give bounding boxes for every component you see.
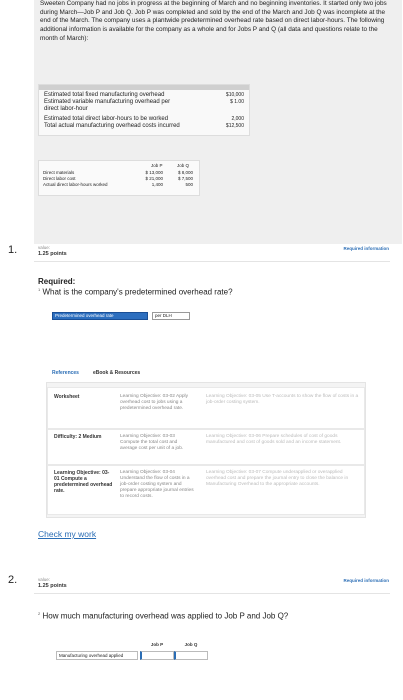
cell-job-p: $ 21,000 [145, 176, 163, 181]
question-text [38, 608, 298, 622]
table-row [44, 99, 244, 106]
overhead-applied-table [56, 642, 210, 660]
question-number: 2. [8, 574, 18, 586]
reference-row [47, 429, 365, 465]
question-superscript: 1 [38, 287, 41, 292]
learning-objective: Learning Objective: 03-07 Compute underapplied or overapplied overhead cost and prepare the journal entry to close the balance in Manufacturing Overhead to the appropriate accounts. [206, 470, 349, 487]
question-number: 1. [8, 244, 18, 256]
input-job-q-overhead[interactable] [174, 651, 208, 660]
value-label: value: [38, 245, 51, 250]
row-value: $ 1.00 [230, 99, 244, 105]
job-costs-table [38, 160, 200, 196]
reference-heading[interactable]: Worksheet [54, 394, 80, 400]
row-label: Actual direct labor-hours worked [43, 182, 108, 187]
cell-job-p: $ 13,000 [145, 170, 163, 175]
required-heading: Required: [38, 277, 76, 286]
question-body: How much manufacturing overhead was applied to Job P and Job Q? [42, 611, 289, 621]
answer-input-predetermined-rate[interactable]: Predetermined overhead rate [52, 312, 148, 320]
value-label: value: [38, 577, 51, 582]
divider [34, 593, 390, 594]
table-row [44, 106, 244, 113]
table-row [44, 123, 244, 130]
row-label: Total actual manufacturing overhead costs incurred [44, 123, 180, 129]
required-information-link[interactable]: Required information [343, 578, 389, 583]
reference-tabs [52, 370, 140, 376]
reference-heading: Learning Objective: 03-01 Compute a predetermined overhead rate. [54, 470, 113, 494]
question-superscript: 2 [38, 611, 41, 616]
question-text [38, 287, 233, 297]
reference-row [47, 387, 365, 429]
learning-objective: Learning Objective: 03-05 Use T-accounts to show the flow of costs in a job-order costing system. [206, 394, 359, 405]
references-panel [46, 382, 366, 518]
cell-job-p: 1,400 [151, 182, 163, 187]
points-label: 1.25 points [38, 583, 67, 589]
tab-references[interactable]: References [52, 370, 79, 376]
cell-job-q: 500 [185, 182, 193, 187]
column-header-job-q: Job Q [177, 163, 190, 168]
points-label: 1.25 points [38, 251, 67, 257]
table-row [44, 116, 244, 123]
learning-objective: Learning Objective: 03-04 Understand the flow of costs in a job-order costing system and prepare appropriate journal entries to record costs. [120, 470, 194, 499]
cell-job-q: $ 7,500 [177, 176, 193, 181]
row-value: $12,500 [225, 123, 244, 129]
check-my-work-link[interactable]: Check my work [38, 529, 97, 539]
question-body: What is the company's predetermined overhead rate? [42, 287, 233, 297]
tab-ebook-resources[interactable]: eBook & Resources [92, 370, 141, 376]
row-value: $10,000 [225, 92, 244, 98]
required-information-link[interactable]: Required information [343, 246, 389, 251]
learning-objective: Learning Objective: 03-02 Apply overhead cost to jobs using a predetermined overhead rate. [120, 394, 188, 411]
row-label: Direct materials [43, 170, 75, 175]
reference-row [47, 465, 365, 515]
column-header-job-p: Job P [151, 163, 163, 168]
cell-job-q: $ 8,000 [177, 170, 193, 175]
row-value: 2,000 [231, 116, 244, 122]
answer-unit-label: per DLH [152, 312, 190, 320]
row-label: Direct labor cost [43, 176, 76, 181]
input-job-p-overhead[interactable] [140, 651, 174, 660]
reference-heading: Difficulty: 2 Medium [54, 434, 102, 440]
cost-estimates-table [38, 84, 250, 136]
divider [34, 261, 390, 262]
row-label: Estimated variable manufacturing overhead per [44, 99, 171, 105]
column-header-job-p: Job P [150, 642, 164, 647]
answer-row [52, 312, 190, 320]
learning-objective: Learning Objective: 03-06 Prepare schedules of cost of goods manufactured and cost of goods sold and an income statement. [206, 434, 342, 445]
row-label: direct labor-hour [44, 106, 88, 112]
table-row [44, 92, 244, 99]
row-label: Manufacturing overhead applied [56, 651, 138, 660]
problem-intro-text: Sweeten Company had no jobs in progress at the beginning of March and no beginning inventories. It started only two jobs during March—Job P and Job Q. Job P was completed and sold by the end of the March and Job Q was incomplete at the end of the March. The company uses a plantwide predetermined overhead rate based on direct labor-hours. The following additional information is available for the company as a whole and for Jobs P and Q (all data and questions relate to the month of March): [40, 0, 387, 42]
learning-objective: Learning Objective: 03-03 Compute the total cost and average cost per unit of a job. [120, 434, 184, 451]
row-label: Estimated total fixed manufacturing overhead [44, 92, 165, 98]
column-header-job-q: Job Q [184, 642, 198, 647]
table-header-bar [39, 85, 249, 90]
row-label: Estimated total direct labor-hours to be worked [44, 116, 169, 122]
